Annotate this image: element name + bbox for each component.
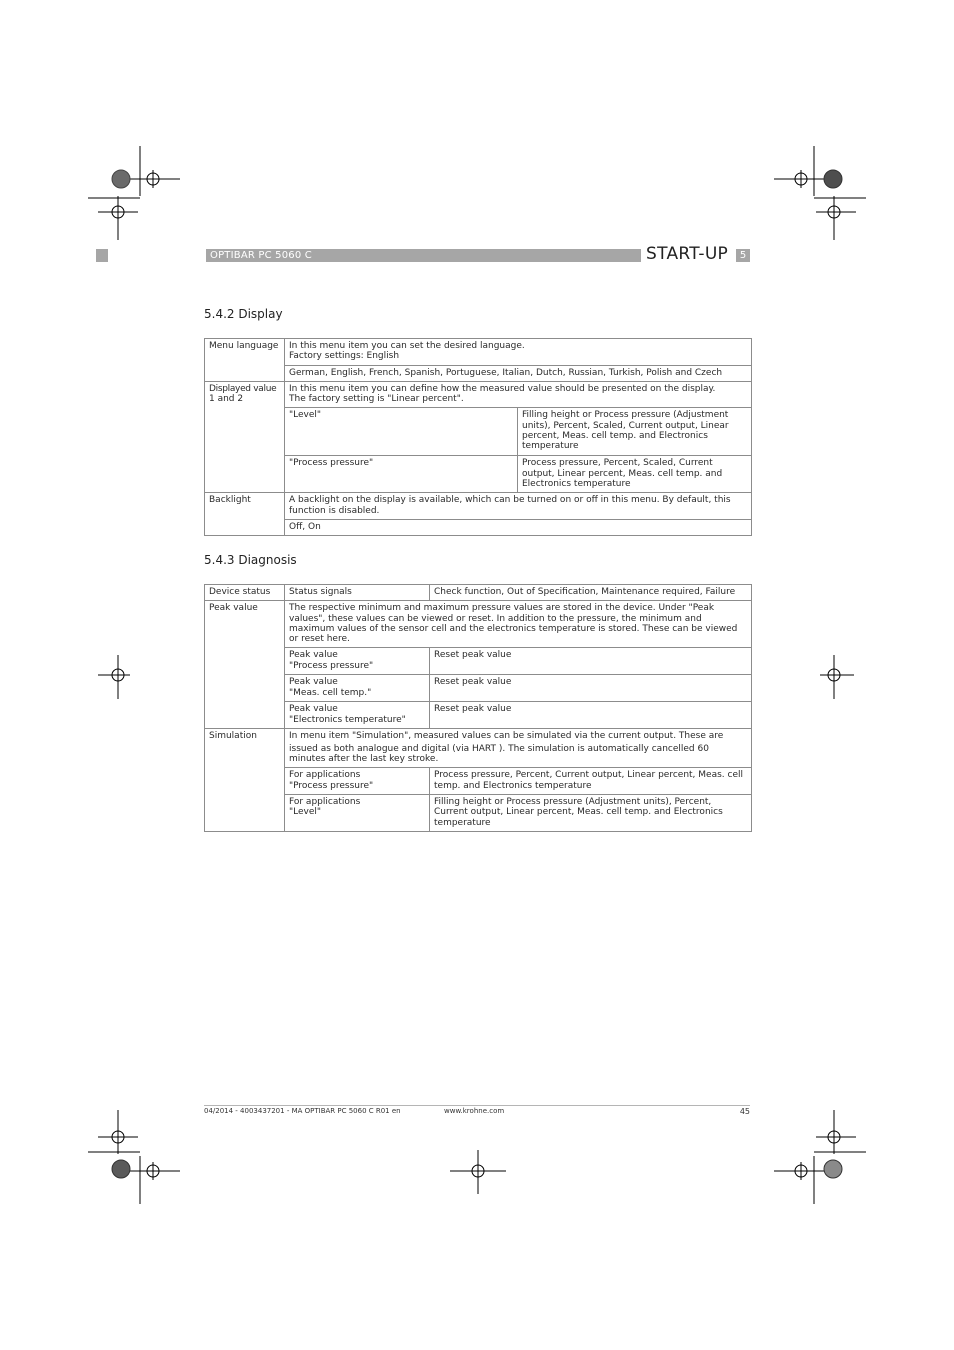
row-label: Menu language <box>205 339 285 382</box>
row-label: Device status <box>205 585 285 601</box>
row-description: A backlight on the display is available, which can be turned on or off in this menu. By default, this function is disabled. <box>285 493 752 520</box>
option-list: German, English, French, Spanish, Portuguese, Italian, Dutch, Russian, Turkish, Polish and Czech <box>285 365 752 381</box>
sub-option-line: Peak value <box>289 677 338 688</box>
table-row <box>205 520 752 536</box>
row-label <box>205 381 285 493</box>
row-label: Backlight <box>205 493 285 536</box>
row-description <box>285 381 752 408</box>
crop-mark-mid-left <box>98 655 138 699</box>
sub-option-name <box>285 794 430 831</box>
sub-option-values: Process pressure, Percent, Scaled, Current output, Linear percent, Meas. cell temp. and Electronics temperature <box>518 456 752 493</box>
sub-option-action: Reset peak value <box>430 648 752 675</box>
sub-option-name: "Level" <box>285 408 518 456</box>
footer-divider <box>204 1105 750 1106</box>
sub-option-name: "Process pressure" <box>285 456 518 493</box>
description-line: In this menu item you can set the desired language. <box>289 341 525 351</box>
sub-option-line: Peak value <box>289 650 338 661</box>
sub-option-line: "Process pressure" <box>289 780 374 791</box>
sub-option-name: Status signals <box>285 585 430 601</box>
sub-option-action: Reset peak value <box>430 675 752 702</box>
table-row <box>205 493 752 520</box>
sub-option-line: Peak value <box>289 704 338 715</box>
row-description: The respective minimum and maximum pressure values are stored in the device. Under "Peak values", these values can be viewed or reset. In addition to the pressure, the minimum and maximum values of the sensor cell and the electronics temperature is stored. These can be viewed or reset here. <box>285 601 752 648</box>
header-marker <box>96 249 108 262</box>
sub-option-line: "Level" <box>289 807 322 818</box>
label-line: 1 and 2 <box>209 394 244 405</box>
description-line: The factory setting is "Linear percent". <box>289 394 464 405</box>
row-label: Simulation <box>205 729 285 831</box>
table-row <box>205 601 752 648</box>
description-line: Factory settings: English <box>289 351 400 362</box>
table-row <box>205 339 752 366</box>
table-row <box>205 648 752 675</box>
sub-option-line: "Electronics temperature" <box>289 714 406 725</box>
sub-option-line: For applications <box>289 770 361 781</box>
option-list: Off, On <box>285 520 752 536</box>
crop-mark-mid-right <box>814 655 854 699</box>
table-row <box>205 768 752 795</box>
row-description <box>285 729 752 768</box>
sub-option-name <box>285 648 430 675</box>
table-row <box>205 408 752 456</box>
sub-option-name <box>285 702 430 729</box>
crop-mark-top-left <box>88 146 188 242</box>
chapter-number-badge: 5 <box>736 249 750 262</box>
footer-doc-reference: 04/2014 - 4003437201 - MA OPTIBAR PC 5060 C R01 en <box>204 1107 401 1115</box>
sub-option-line: For applications <box>289 796 361 807</box>
crop-mark-top-right <box>766 146 866 242</box>
display-table <box>204 338 752 536</box>
description-line: issued as both analogue and digital (via HART ). The simulation is automatically cancelled 60 minutes after the last key stroke. <box>289 743 709 765</box>
table-row <box>205 702 752 729</box>
table-row <box>205 675 752 702</box>
diagnosis-table <box>204 584 752 832</box>
row-description <box>285 339 752 366</box>
crop-mark-bottom-left <box>88 1110 188 1206</box>
description-line: In this menu item you can define how the measured value should be presented on the display. <box>289 383 716 394</box>
row-label: Peak value <box>205 601 285 729</box>
chapter-title: START-UP <box>646 244 729 264</box>
footer-website: www.krohne.com <box>444 1107 505 1115</box>
sub-option-line: "Meas. cell temp." <box>289 687 372 698</box>
table-row <box>205 729 752 768</box>
table-row <box>205 585 752 601</box>
display-section-heading: 5.4.2 Display <box>204 307 283 321</box>
table-row <box>205 381 752 408</box>
crop-mark-bottom-center <box>450 1150 506 1194</box>
table-row <box>205 794 752 831</box>
sub-option-line: "Process pressure" <box>289 660 374 671</box>
label-line: Displayed value <box>209 383 277 394</box>
sub-option-name <box>285 768 430 795</box>
table-row <box>205 365 752 381</box>
sub-option-values: Filling height or Process pressure (Adjustment units), Percent, Scaled, Current output, Linear percent, Meas. cell temp. and Electronics temperature <box>518 408 752 456</box>
sub-option-name <box>285 675 430 702</box>
sub-option-values: Process pressure, Percent, Current output, Linear percent, Meas. cell temp. and Electronics temperature <box>430 768 752 795</box>
sub-option-values: Filling height or Process pressure (Adjustment units), Percent, Current output, Linear percent, Meas. cell temp. and Electronics temperature <box>430 794 752 831</box>
table-row <box>205 456 752 493</box>
diagnosis-section-heading: 5.4.3 Diagnosis <box>204 553 297 567</box>
sub-option-action: Reset peak value <box>430 702 752 729</box>
sub-option-values: Check function, Out of Specification, Maintenance required, Failure <box>430 585 752 601</box>
crop-mark-bottom-right <box>766 1110 866 1206</box>
footer-page-number: 45 <box>739 1107 750 1116</box>
description-line: In menu item "Simulation", measured values can be simulated via the current output. These are <box>289 731 724 742</box>
header-product-name: OPTIBAR PC 5060 C <box>210 250 312 261</box>
